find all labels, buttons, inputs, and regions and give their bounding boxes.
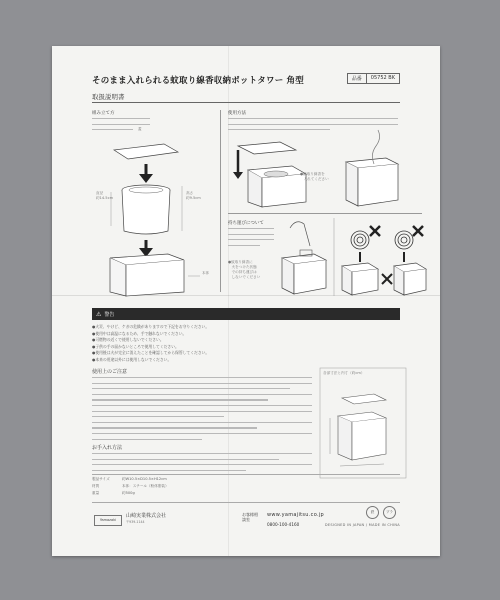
instruction-sheet	[52, 46, 440, 556]
manufacturer-postal: 〒939-1144	[126, 520, 145, 524]
phone-number: 0800-100-4160	[267, 522, 300, 527]
dimension-callout-left: 直径 約14.5cm	[96, 191, 114, 200]
manufacturer-name: 山崎実業株式会社	[126, 513, 167, 519]
dimension-callout-right: 高さ 約9.5cm	[186, 191, 201, 200]
precautions-heading: 使用上のご注意	[92, 369, 128, 375]
precautions-text	[92, 377, 312, 444]
usage-divider	[228, 213, 422, 214]
dimension-caption: 各部寸法と内寸（約cm）	[323, 371, 365, 375]
spec-value: 約500g	[122, 491, 135, 495]
document-subtitle: 取扱説明書	[92, 93, 125, 101]
warning-line: ●使用中は高温になるため、手で触れないでください。	[92, 330, 187, 336]
title-divider	[92, 102, 400, 103]
spec-key: 重量	[92, 491, 100, 495]
product-code-box	[347, 73, 400, 84]
dimension-diagram	[320, 368, 406, 478]
carry-heading: 持ち運びについて	[228, 221, 264, 226]
coil-wrong-2	[395, 231, 413, 249]
spec-value: 約W10.5×D10.5×H12cm	[122, 477, 167, 481]
spec-row	[92, 484, 400, 489]
care-text	[92, 453, 312, 475]
assembly-heading: 組み立て方	[92, 111, 115, 116]
coil-wrong-1	[351, 231, 369, 249]
assembly-diagram	[96, 136, 206, 296]
usage-note: ●蚊取り線香を 入れてください	[300, 172, 329, 181]
spec-divider-bottom	[92, 502, 400, 503]
spec-value: 本体：スチール（粉体塗装）	[122, 484, 169, 488]
spec-row	[92, 491, 400, 496]
document-title: そのまま入れられる蚊取り線香収納ポットタワー 角型	[92, 76, 304, 86]
usage-text	[228, 118, 398, 135]
warning-list	[92, 324, 400, 363]
warning-line: ●可燃物の近くで使用しないでください。	[92, 337, 164, 342]
warning-line: ●使用後は火が完全に消えたことを確認してから保管してください。	[92, 350, 210, 355]
brand-logo: Yamazaki	[94, 515, 122, 526]
spec-row	[92, 477, 400, 482]
recycle-badge-plastic: プラ	[383, 506, 396, 519]
website-url: www.yamajitsu.co.jp	[267, 512, 325, 518]
warning-line: ●子供の手の届かないところで使用してください。	[92, 343, 179, 349]
carry-text	[228, 228, 274, 250]
column-divider	[220, 110, 221, 292]
usage-heading: 使用方法	[228, 111, 246, 116]
contact-label: お客様相談室	[242, 512, 258, 522]
spec-divider-top	[92, 474, 400, 475]
product-code-label: 品番	[348, 74, 367, 83]
warning-line: ●本来の用途以外には使用しないでください。	[92, 356, 172, 362]
warning-line: ●火災、やけど、ケガの危険がありますので下記をお守りください。	[92, 324, 210, 329]
product-code: 05752 BK	[370, 75, 395, 81]
carry-note: ●蚊取り線香に 火をつけた状態 での持ち運びは しないでください	[228, 260, 261, 279]
recycle-badge-steel: 鉄	[366, 506, 379, 519]
warning-icon: ⚠	[96, 310, 102, 318]
lid-callout: 蓋	[138, 127, 142, 131]
spec-key: 材質	[92, 484, 100, 488]
carry-diagram	[276, 218, 426, 296]
warning-heading: 警告	[104, 311, 115, 318]
spec-key: 製品サイズ	[92, 477, 110, 481]
made-in-label: DESIGNED IN JAPAN / MADE IN CHINA	[324, 523, 400, 527]
recycle-badges	[366, 506, 396, 519]
base-callout: 本体	[202, 271, 210, 275]
warning-bar	[92, 308, 400, 320]
care-heading: お手入れ方法	[92, 445, 123, 451]
